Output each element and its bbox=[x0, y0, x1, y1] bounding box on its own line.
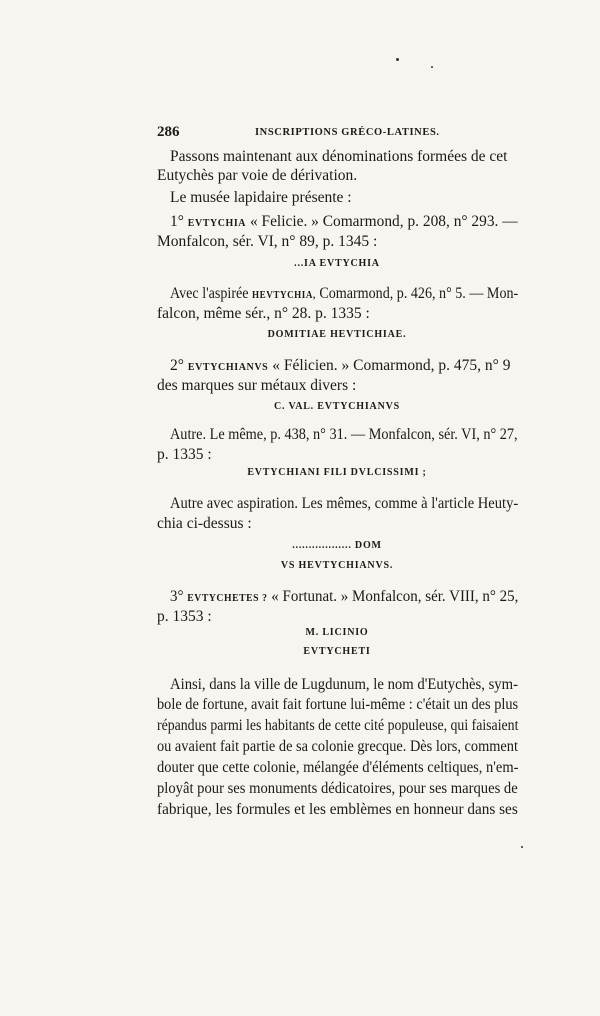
page-number: 286 bbox=[157, 124, 180, 140]
inscription: C. VAL. EVTYCHIANVS bbox=[274, 401, 400, 412]
text-line: fabrique, les formules et les emblèmes en honneur dans ses bbox=[157, 801, 518, 818]
text-line: ou avaient fait partie de sa colonie grecque. Dès lors, comment bbox=[157, 738, 518, 755]
text-line: ployât pour ses monuments dédicatoires, pour ses marques de bbox=[157, 780, 518, 797]
text-span: « Félicien. » Comarmond, p. 475, n° 9 bbox=[272, 357, 511, 374]
text-line: chia ci-dessus : bbox=[157, 515, 252, 532]
inscription: EVTYCHIANI FILI DVLCISSIMI ; bbox=[247, 467, 427, 478]
text-line: des marques sur métaux divers : bbox=[157, 377, 357, 394]
term: EVTYCHIA bbox=[187, 218, 247, 229]
text-line: Autre avec aspiration. Les mêmes, comme à l'article Heuty- bbox=[170, 495, 519, 512]
text-line: p. 1353 : bbox=[157, 608, 212, 625]
item-number: 3° bbox=[170, 588, 184, 605]
text-line: Passons maintenant aux dénominations formées de cet bbox=[170, 148, 508, 165]
inscription: VS HEVTYCHIANVS. bbox=[280, 560, 394, 571]
text-line bbox=[170, 212, 518, 234]
text-span: Avec l'aspirée bbox=[170, 285, 249, 302]
inscription: .................. DOM bbox=[292, 540, 382, 551]
text-line bbox=[170, 284, 518, 306]
text-line bbox=[170, 587, 518, 609]
running-title: INSCRIPTIONS GRÉCO-LATINES. bbox=[255, 127, 440, 138]
paper-speck bbox=[396, 58, 399, 61]
text-line: Le musée lapidaire présente : bbox=[170, 189, 352, 206]
text-line: répandus parmi les habitants de cette cité populeuse, qui faisaient bbox=[157, 717, 519, 734]
text-line: Autre. Le même, p. 438, n° 31. — Monfalcon, sér. VI, n° 27, bbox=[170, 426, 518, 443]
text-span: Comarmond, p. 426, n° 5. — Mon- bbox=[319, 285, 519, 302]
text-line: falcon, même sér., n° 28. p. 1335 : bbox=[157, 305, 370, 322]
text-line: Eutychès par voie de dérivation. bbox=[157, 167, 358, 184]
text-line: Ainsi, dans la ville de Lugdunum, le nom d'Eutychès, sym- bbox=[170, 676, 518, 693]
text-span: « Fortunat. » Monfalcon, sér. VIII, n° 25, bbox=[271, 588, 519, 605]
text-line: p. 1335 : bbox=[157, 446, 212, 463]
text-span: « Felicie. » Comarmond, p. 208, n° 293. — bbox=[249, 213, 518, 230]
text-line: douter que cette colonie, mélangée d'éléments celtiques, n'em- bbox=[157, 759, 519, 776]
inscription: DOMITIAE HEVTICHIAE. bbox=[267, 329, 407, 340]
item-number: 2° bbox=[170, 357, 184, 374]
paper-speck bbox=[431, 66, 433, 68]
text-line bbox=[170, 356, 510, 378]
term: HEVTYCHIA, bbox=[252, 290, 316, 301]
inscription: M. LICINIO bbox=[305, 627, 369, 638]
term: EVTYCHIANVS bbox=[187, 362, 269, 373]
term: EVTYCHETES ? bbox=[187, 593, 268, 604]
paper-speck bbox=[521, 846, 523, 848]
text-line: Monfalcon, sér. VI, n° 89, p. 1345 : bbox=[157, 233, 378, 250]
inscription: EVTYCHETI bbox=[303, 646, 371, 657]
text-line: bole de fortune, avait fait fortune lui-même : c'était un des plus bbox=[157, 696, 519, 713]
inscription: ...IA EVTYCHIA bbox=[294, 258, 380, 269]
item-number: 1° bbox=[170, 213, 184, 230]
